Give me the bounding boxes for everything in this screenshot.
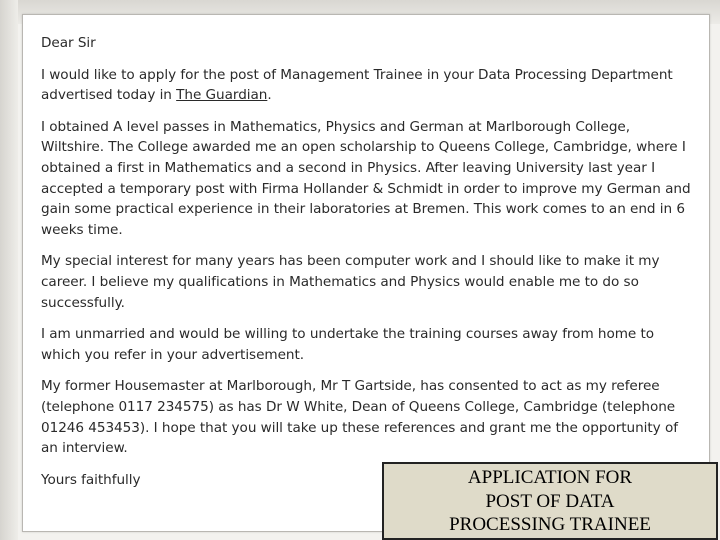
letter-body <box>41 33 691 490</box>
paragraph-1-text: I would like to apply for the post of Management Trainee in your Data Processing Department advertised today in <box>41 66 673 104</box>
scan-edge-left <box>0 0 18 540</box>
caption-line-3: PROCESSING TRAINEE <box>449 514 651 535</box>
letter-paragraph-5: My former Housemaster at Marlborough, Mr T Gartside, has consented to act as my referee (telephone 0117 234575) as has Dr W White, Dean of Queens College, Cambridge (telephone 01246 453453). I hope that you will take up these references and grant me the opportunity of an interview. <box>41 378 678 457</box>
letter-paragraph-3: My special interest for many years has been computer work and I should like to make it my career. I believe my qualifications in Mathematics and Physics would enable me to do so successfully. <box>41 253 660 311</box>
letter-paragraph-2: I obtained A level passes in Mathematics, Physics and German at Marlborough College, Wiltshire. The College awarded me an open scholarship to Queens College, Cambridge, where I obtained a first in Mathematics and a second in Physics. After leaving University last year I accepted a temporary post with Firma Hollander & Schmidt in order to improve my German and gain some practical experience in their laboratories at Bremen. This work comes to an end in 6 weeks time. <box>41 118 691 238</box>
letter-salutation: Dear Sir <box>41 35 96 51</box>
caption-title <box>384 466 716 537</box>
caption-line-1: APPLICATION FOR <box>467 467 633 488</box>
letter-paragraph-1 <box>41 65 691 106</box>
paragraph-1-end: . <box>267 87 272 104</box>
caption-line-2: POST OF DATA <box>485 490 615 512</box>
letter-page <box>22 14 710 532</box>
newspaper-name: The Guardian <box>176 87 268 104</box>
caption-box <box>382 462 718 540</box>
letter-paragraph-4: I am unmarried and would be willing to undertake the training courses away from home to which you refer in your advertisement. <box>41 326 655 363</box>
letter-closing: Yours faithfully <box>41 471 141 488</box>
